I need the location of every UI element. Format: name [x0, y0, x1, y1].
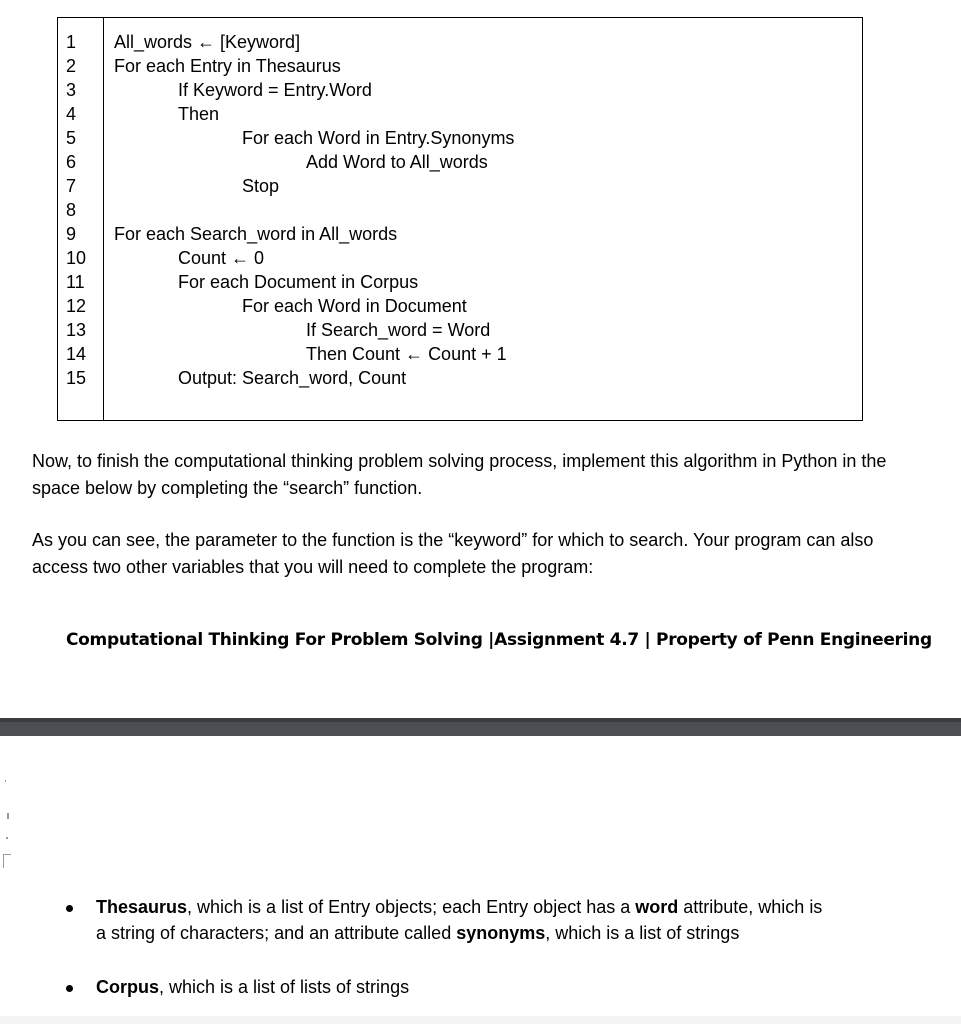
page-separator-shadow — [0, 718, 961, 722]
line-number: 15 — [66, 368, 87, 388]
pseudocode-line: For each Search_word in All_words — [114, 224, 398, 244]
bullet-text — [96, 894, 836, 946]
bullet-point — [66, 905, 73, 912]
bullet-text-segment: , which is a list of Entry objects; each Entry object has a — [187, 897, 636, 917]
bullet-text-segment: , which is a list of lists of strings — [159, 977, 410, 997]
line-number: 2 — [66, 56, 77, 76]
line-number: 3 — [66, 80, 77, 100]
pseudocode-line: If Search_word = Word — [306, 320, 491, 340]
pseudocode-line: Stop — [242, 176, 280, 196]
line-number-divider — [103, 18, 104, 420]
line-number: 7 — [66, 176, 77, 196]
margin-mark — [3, 854, 11, 855]
term-synonyms: synonyms — [456, 923, 546, 943]
bullet-text-segment: attribute, which is a string of characters; and an attribute called — [96, 897, 823, 943]
line-number: 8 — [66, 200, 77, 220]
algorithm-table — [57, 17, 863, 421]
margin-mark — [3, 854, 4, 868]
margin-mark — [5, 780, 6, 782]
pseudocode-line: For each Word in Document — [242, 296, 467, 316]
margin-mark — [6, 837, 8, 839]
line-number: 10 — [66, 248, 87, 268]
line-number: 11 — [66, 272, 85, 292]
line-number: 6 — [66, 152, 77, 172]
page-footer: Computational Thinking For Problem Solving |Assignment 4.7 | Property of Penn Engineering — [66, 630, 932, 650]
line-number: 13 — [66, 320, 87, 340]
term-corpus: Corpus — [96, 977, 159, 997]
line-number: 14 — [66, 344, 87, 364]
pseudocode-line: Count ← 0 — [178, 248, 265, 268]
line-number: 5 — [66, 128, 77, 148]
pseudocode-line: Then — [178, 104, 220, 124]
pseudocode-line: Then Count ← Count + 1 — [306, 344, 507, 364]
instruction-paragraph-2: As you can see, the parameter to the function is the “keyword” for which to search. Your program can also access two other variables that you will need to complete the program: — [32, 530, 874, 577]
pseudocode-line: If Keyword = Entry.Word — [178, 80, 372, 100]
line-number: 9 — [66, 224, 77, 244]
pseudocode-line: For each Word in Entry.Synonyms — [242, 128, 515, 148]
pseudocode-line: For each Document in Corpus — [178, 272, 419, 292]
bullet-text — [96, 974, 836, 1000]
bullet-point — [66, 985, 73, 992]
instruction-paragraph-1: Now, to finish the computational thinking problem solving process, implement this algorithm in Python in the space below by completing the “search” function. — [32, 451, 887, 498]
term-thesaurus: Thesaurus — [96, 897, 188, 917]
page-bottom-edge — [0, 1016, 961, 1024]
margin-mark — [7, 813, 9, 819]
pseudocode-line: For each Entry in Thesaurus — [114, 56, 341, 76]
bullet-text-segment: , which is a list of strings — [545, 923, 740, 943]
pseudocode-line: All_words ← [Keyword] — [114, 32, 301, 52]
line-number: 4 — [66, 104, 77, 124]
pseudocode-line: Output: Search_word, Count — [178, 368, 407, 388]
line-number: 12 — [66, 296, 87, 316]
pseudocode-line: Add Word to All_words — [306, 152, 488, 172]
term-word: word — [635, 897, 679, 917]
line-number: 1 — [66, 32, 77, 52]
